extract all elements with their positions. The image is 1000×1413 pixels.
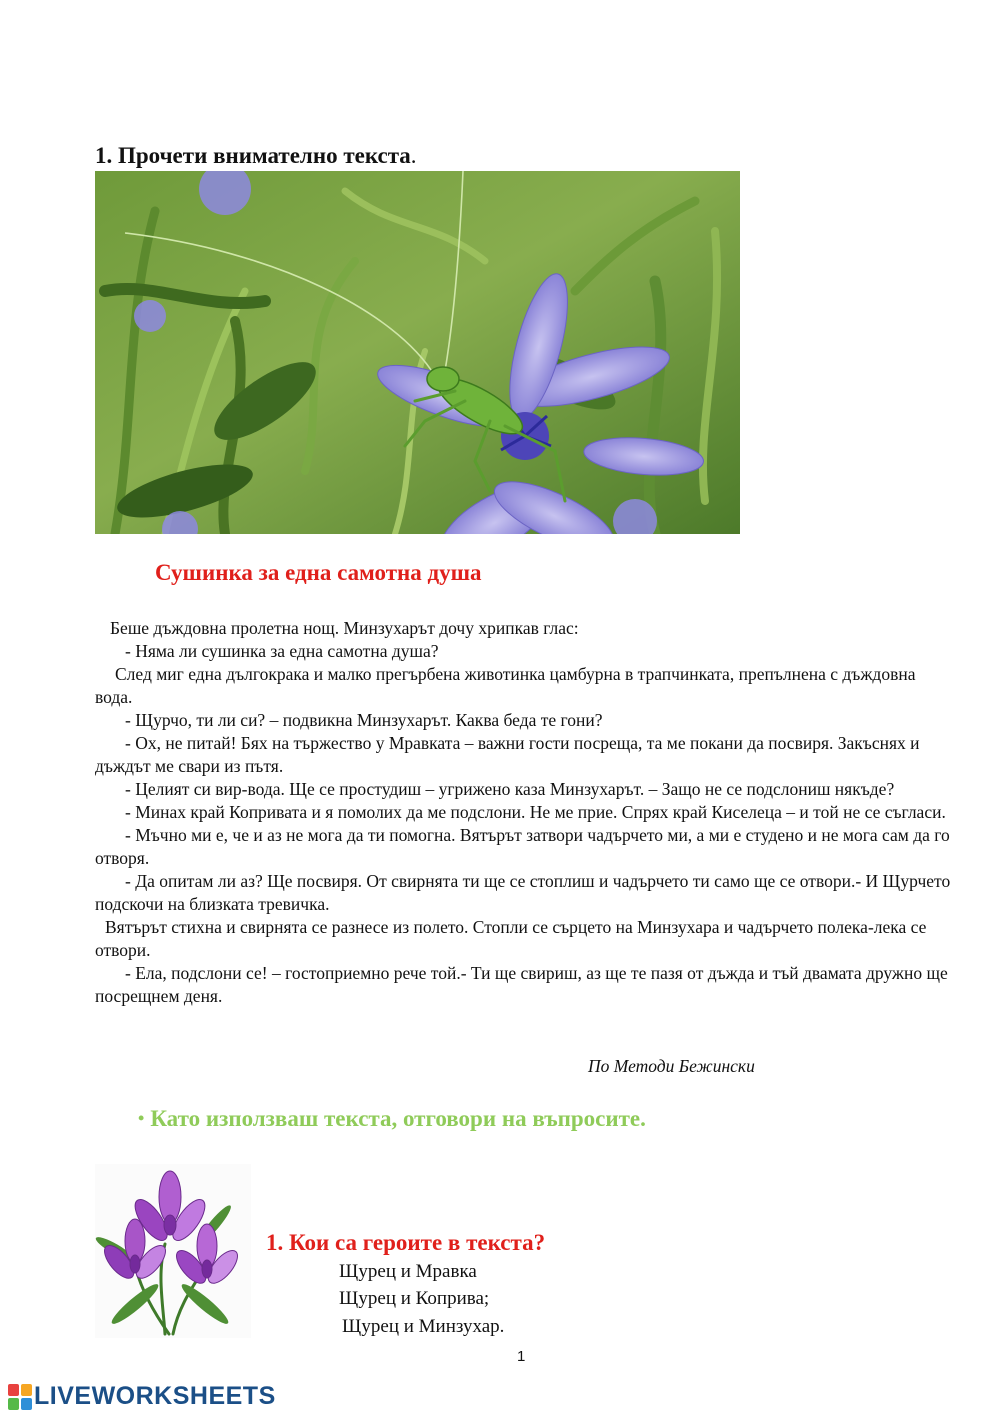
task-bullet: •: [138, 1108, 145, 1128]
answer-option[interactable]: Щурец и Мравка: [339, 1261, 477, 1282]
task-instruction: [138, 1106, 646, 1132]
story-author: По Методи Бежински: [588, 1056, 755, 1076]
heading-period: .: [410, 143, 417, 168]
question-text: . Кои са героите в текста?: [277, 1230, 546, 1255]
task-text: Като използваш текста, отговори на въпросите.: [150, 1106, 646, 1131]
liveworksheets-logo-text: LIVEWORKSHEETS: [34, 1382, 276, 1410]
story-paragraph: - Да опитам ли аз? Ще посвиря. От свирнята ти ще се стоплиш и чадърчето ти само ще се отвори.- И Щурчето подскочи на близката тревичка.: [95, 871, 951, 914]
grasshopper-on-chicory-flower-photo: [95, 171, 740, 534]
story-paragraph: Вятърът стихна и свирнята се разнесе из полето. Стопли се сърцето на Минзухара и чадърчето полека-лека се отвори.: [95, 917, 927, 960]
story-paragraph: - Ох, не питай! Бях на тържество у Мравката – важни гости посреща, та ме покани да посвиря. Закъснях и дъждът ме свари из пътя.: [95, 733, 920, 776]
answer-option[interactable]: Щурец и Коприва;: [339, 1288, 490, 1309]
story-paragraph: - Целият си вир-вода. Ще се простудиш – угрижено каза Минзухарът. – Защо не се подслониш някъде?: [125, 779, 895, 799]
story-title: Сушинка за една самотна душа: [155, 560, 482, 585]
page-number: 1: [517, 1348, 526, 1365]
story-paragraph: - Няма ли сушинка за една самотна душа?: [125, 641, 439, 661]
story-paragraph: - Минах край Копривата и я помолих да ме подслони. Не ме прие. Спрях край Киселеца – и той не се съгласи.: [125, 802, 946, 822]
liveworksheets-logo: [8, 1382, 276, 1411]
heading-number: 1.: [95, 143, 113, 168]
answer-option[interactable]: Щурец и Минзухар.: [342, 1316, 505, 1337]
question-1: [266, 1230, 545, 1256]
story-paragraph: - Щурчо, ти ли си? – подвикна Минзухарът. Каква беда те гони?: [125, 710, 603, 730]
purple-crocus-flowers-illustration: [95, 1164, 251, 1338]
question-number: 1: [266, 1230, 278, 1255]
story-paragraph: След миг една дългокрака и малко прегърбена животинка цамбурна в трапчинката, препълнена с дъждовна вода.: [95, 664, 916, 707]
story-paragraph: Беше дъждовна пролетна нощ. Минзухарът дочу хрипкав глас:: [110, 618, 579, 638]
story-paragraph: - Мъчно ми е, че и аз не мога да ти помогна. Вятърът затвори чадърчето ми, а ми е студено и не мога сам да го отворя.: [95, 825, 950, 868]
liveworksheets-logo-icon: [8, 1384, 32, 1410]
page-heading: [95, 143, 417, 169]
heading-text: Прочети внимателно текста: [118, 143, 411, 168]
story-paragraph: - Ела, подслони се! – гостоприемно рече той.- Ти ще свириш, аз ще те пазя от дъжда и тъй двамата дружно ще посрещнем деня.: [95, 963, 948, 1006]
story-text: [95, 617, 955, 1008]
